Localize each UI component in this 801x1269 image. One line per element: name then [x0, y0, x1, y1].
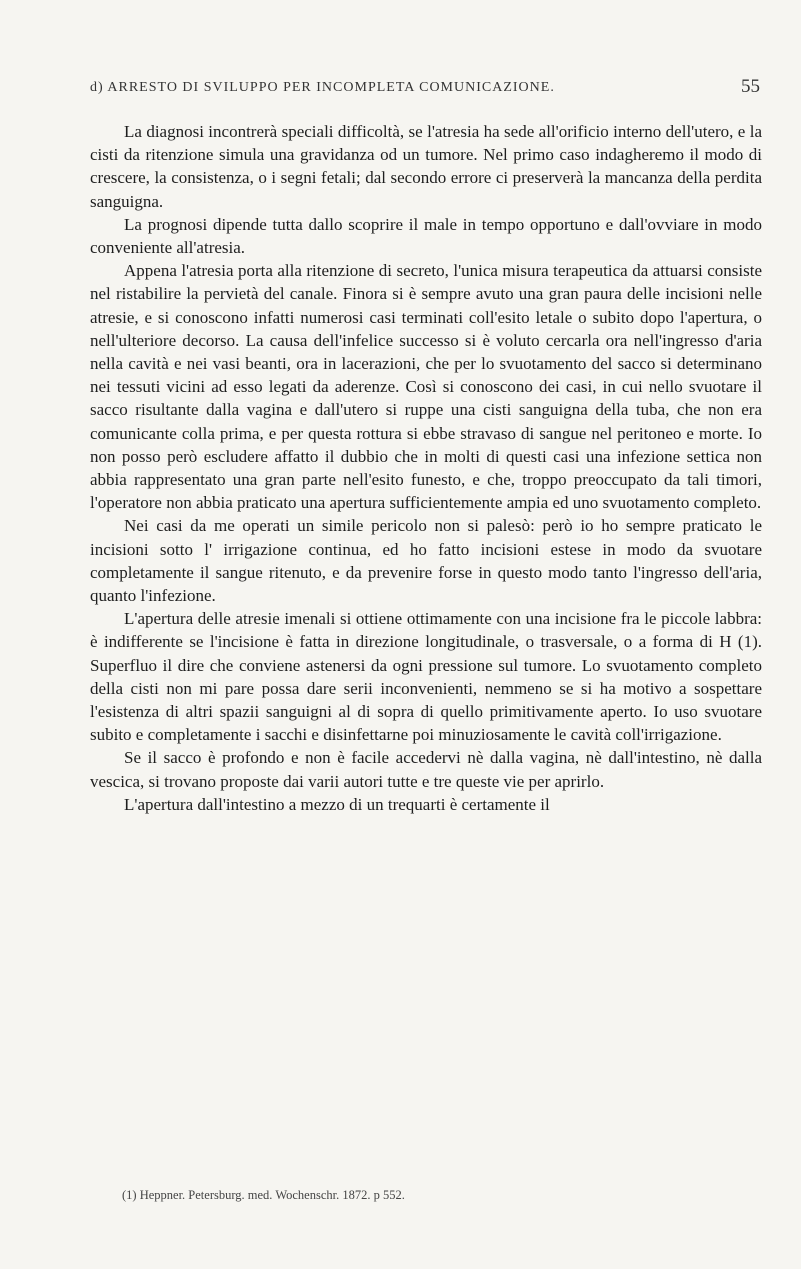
paragraph-intestine: L'apertura dall'intestino a mezzo di un trequarti è certamente il	[124, 794, 550, 814]
paragraph-own-cases: Nei casi da me operati un simile pericolo non si palesò: però io ho sempre praticato le incisioni sotto l' irrigazione continua, ed ho fatto incisioni estese in modo da svuotare completamente il sangue ritenuto, e da prevenire forse in questo modo tanto l'ingresso dell'aria, quanto l'infezione.	[90, 516, 762, 606]
paragraph-hymenal-atresia: L'apertura delle atresie imenali si ottiene ottimamente con una incisione fra le piccole labbra: è indifferente se l'incisione è fatta in direzione longitudinale, o trasversale, o a forma di H (1). Superfluo il dire che conviene astenersi da ogni pressione sul tumore. Lo svuotamento completo della cisti non mi pare possa dare serii inconvenienti, nemmeno se si ha motivo a sospettare l'esistenza di altri spazii sanguigni al di sopra di quello primitivamente aperto. Io uso svuotare subito e completamente i sacchi e disinfettarne poi minuziosamente le cavità coll'irrigazione.	[90, 609, 762, 745]
footnote: (1) Heppner. Petersburg. med. Wochenschr. 1872. p 552.	[122, 1188, 405, 1202]
paragraph-diagnosis: La diagnosi incontrerà speciali difficoltà, se l'atresia ha sede all'orificio interno dell'utero, e la cisti da ritenzione simula una gravidanza od un tumore. Nel primo caso indagheremo il modo di crescere, la consistenza, o i segni fetali; dal secondo errore ci preserverà la mancanza della perdita sanguigna.	[90, 122, 762, 211]
body-text	[90, 120, 762, 816]
running-header	[90, 76, 760, 104]
paragraph-prognosis: La prognosi dipende tutta dallo scoprire il male in tempo opportuno e dall'ovviare in modo conveniente all'atresia.	[90, 214, 762, 258]
paragraph-therapy: Appena l'atresia porta alla ritenzione di secreto, l'unica misura terapeutica da attuarsi consiste nel ristabilire la pervietà del canale. Finora si è sempre avuto una gran paura delle incisioni nelle atresie, e si conoscono infatti numerosi casi terminati coll'esito letale o subito dopo l'apertura, o nell'ulteriore decorso. La causa dell'infelice successo si è voluto cercarla ora nell'ingresso d'aria nella cavità e nei vasi beanti, ora in lacerazioni, che per lo svuotamento del sacco si determinano nei tessuti vicini ad esso legati da aderenze. Così si conoscono dei casi, in cui nello svuotare il sacco risultante dalla vagina e dall'utero si ruppe una cisti sanguigna della tuba, che non era comunicante colla prima, e per questa rottura si ebbe stravaso di sangue nel peritoneo e morte. Io non posso però escludere affatto il dubbio che in molti di questi casi una infezione settica non abbia rappresentato una gran parte nell'esito funesto, e che, troppo preoccupato da tali timori, l'operatore non abbia praticato una apertura sufficientemente ampia ed uno svuotamento completo.	[90, 261, 762, 513]
section-title: d) ARRESTO DI SVILUPPO PER INCOMPLETA COMUNICAZIONE.	[90, 80, 555, 95]
page-number: 55	[741, 76, 760, 97]
paragraph-deep-sac: Se il sacco è profondo e non è facile accedervi nè dalla vagina, nè dall'intestino, nè dalla vescica, si trovano proposte dai varii autori tutte e tre queste vie per aprirlo.	[90, 748, 762, 791]
